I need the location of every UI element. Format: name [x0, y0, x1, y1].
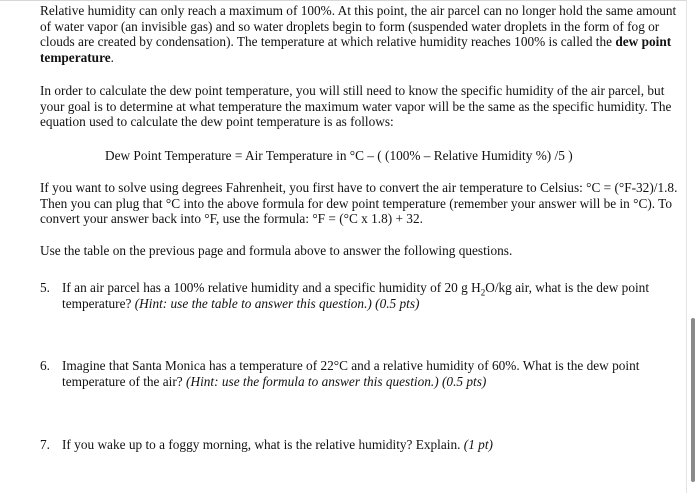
paragraph-relative-humidity	[40, 3, 680, 65]
page-right-border	[686, 0, 687, 493]
question-number: 7.	[40, 437, 50, 452]
dew-point-formula: Dew Point Temperature = Air Temperature in °C – ( (100% – Relative Humidity %) /5 )	[105, 148, 573, 163]
question-number: 6.	[40, 358, 50, 373]
question-5-text-a: If an air parcel has a 100% relative humidity and a specific humidity of 20 g H	[62, 280, 481, 295]
vertical-scrollbar[interactable]	[691, 318, 695, 482]
question-hint: (Hint: use the formula to answer this question.) (0.5 pts)	[186, 373, 487, 389]
question-text	[62, 437, 680, 453]
question-6	[40, 358, 680, 389]
page-top-border	[0, 0, 686, 1]
paragraph1-end: .	[110, 49, 114, 65]
question-hint: (1 pt)	[463, 437, 493, 452]
question-5	[40, 280, 680, 311]
dew-point-term: dew point temperature	[40, 34, 672, 65]
paragraph-instructions: Use the table on the previous page and formula above to answer the following questions.	[40, 243, 513, 258]
question-6-text: Imagine that Santa Monica has a temperature of 22°C and a relative humidity of 60%. What is the dew point temperature of the air?	[62, 358, 640, 389]
question-text	[62, 358, 680, 389]
question-hint: (Hint: use the table to answer this question.) (0.5 pts)	[134, 295, 420, 311]
paragraph-fahrenheit-conversion: If you want to solve using degrees Fahrenheit, you first have to convert the air temperature to Celsius: °C = (°F-32)/1.8. Then you can plug that °C into the above formula for dew point temperature (remember your answer will be in °C). To convert your answer back into °F, use the formula: °F = (°C x 1.8) + 32.	[40, 180, 678, 227]
paragraph-calculation-intro: In order to calculate the dew point temperature, you will still need to know the specific humidity of the air parcel, but your goal is to determine at what temperature the maximum water vapor will be the same as the specific humidity. The equation used to calculate the dew point temperature is as follows:	[40, 83, 672, 130]
question-5-text-b: O/kg air, what is the dew point temperature?	[62, 280, 650, 311]
question-7-text: If you wake up to a foggy morning, what is the relative humidity? Explain.	[62, 437, 464, 452]
question-text	[62, 280, 680, 311]
question-number: 5.	[40, 280, 50, 295]
question-7	[40, 437, 680, 453]
paragraph1-text: Relative humidity can only reach a maximum of 100%. At this point, the air parcel can no longer hold the same amount of water vapor (an invisible gas) and so water droplets begin to form (suspended water droplets in the form of fog or clouds are created by condensation). The temperature at which relative humidity reaches 100% is called the	[40, 3, 677, 50]
subscript-two: 2	[480, 287, 486, 298]
